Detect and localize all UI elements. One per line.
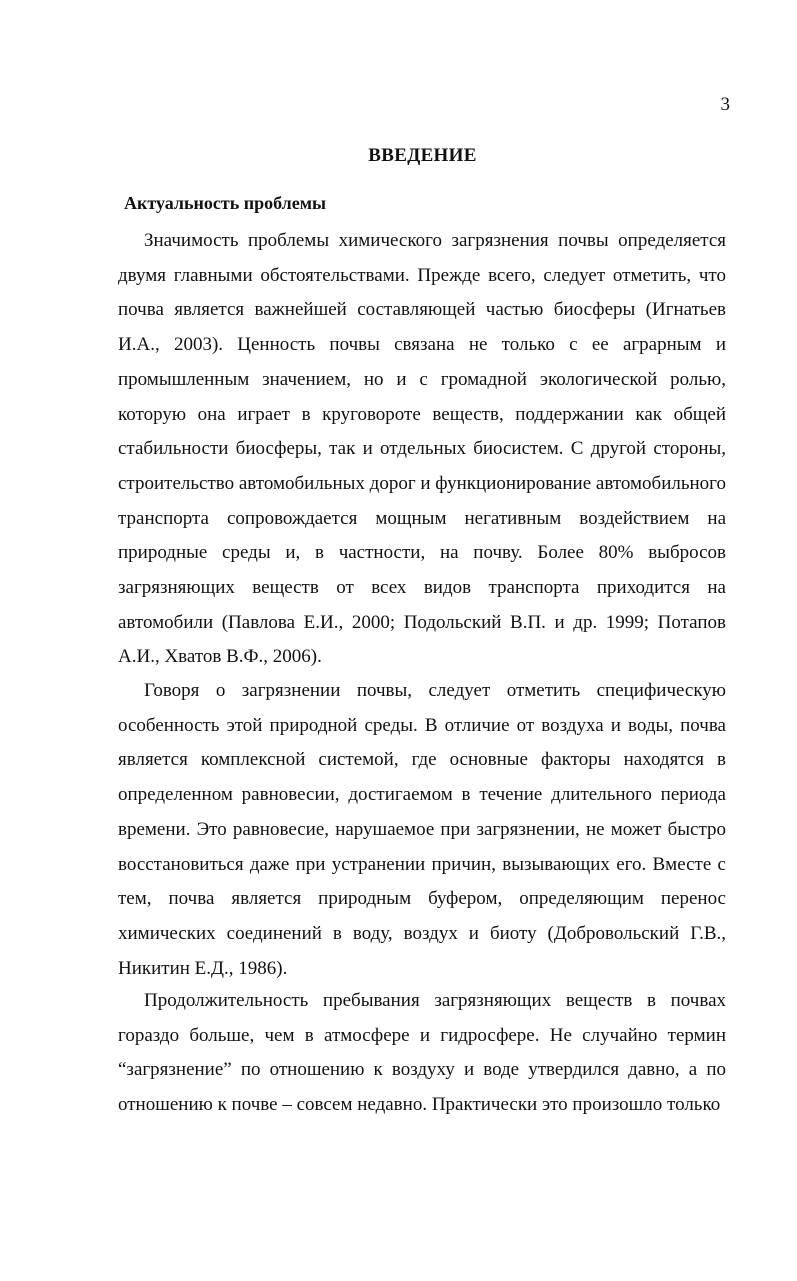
section-heading: Актуальность проблемы: [124, 193, 327, 213]
paragraph-3: Продолжительность пребывания загрязняющих веществ в почвах гораздо больше, чем в атмосфере и гидросфере. Не случайно термин “загрязнение” по отношению к воздуху и воде утвердился давно, а по отношению к почве – совсем недавно. Практически это произошло только: [118, 990, 726, 1116]
paragraph-2: Говоря о загрязнении почвы, следует отметить специфическую особенность этой природной среды. В отличие от воздуха и воды, почва является комплексной системой, где основные факторы находятся в определенном равновесии, достигаемом в течение длительного периода времени. Это равновесие, нарушаемое при загрязнении, не может быстро восстановиться даже при устранении причин, вызывающих его. Вместе с тем, почва является природным буфером, определяющим перенос химических соединений в воду, воздух и биоту (Добровольский Г.В., Никитин Е.Д., 1986).: [118, 680, 726, 979]
page-number: 3: [720, 94, 730, 115]
paragraph-1: Значимость проблемы химического загрязнения почвы определяется двумя главными обстоятельствами. Прежде всего, следует отметить, что почва является важнейшей составляющей частью биосферы (Игнатьев И.А., 2003). Ценность почвы связана не только с ее аграрным и промышленным значением, но и с громадной экологической ролью, которую она играет в круговороте веществ, поддержании как общей стабильности биосферы, так и отдельных биосистем. С другой стороны, строительство автомобильных дорог и функционирование автомобильного транспорта сопровождается мощным негативным воздействием на природные среды и, в частности, на почву. Более 80% выбросов загрязняющих веществ от всех видов транспорта приходится на автомобили (Павлова Е.И., 2000; Подольский В.П. и др. 1999; Потапов А.И., Хватов В.Ф., 2006).: [118, 230, 726, 668]
page-title: ВВЕДЕНИЕ: [368, 145, 477, 166]
